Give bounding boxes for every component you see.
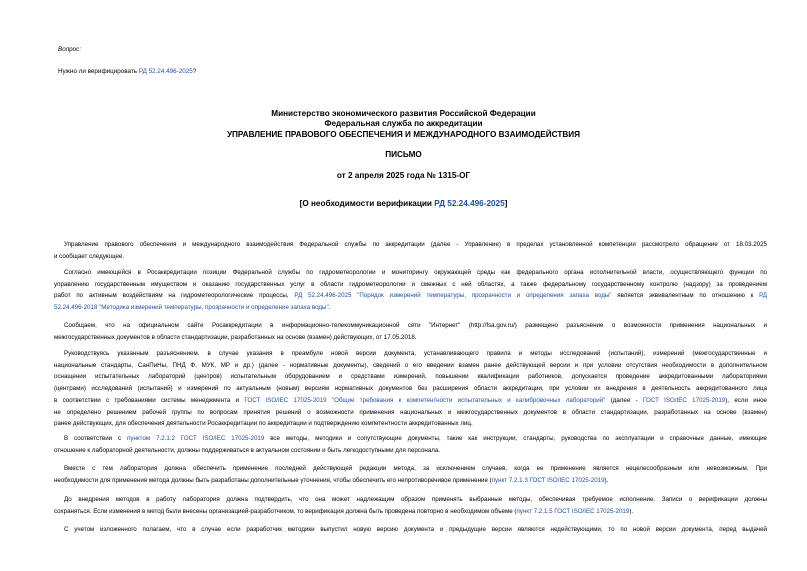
- rd-2018-link-start[interactable]: РД: [759, 292, 767, 300]
- document-date: от 2 апреля 2025 года № 1315-ОГ: [336, 171, 471, 180]
- p7-line-2-text: сохраняться. Если изменения в метод были внесены организацией-разработчиком, то верификация должна быть проведена повторно в необходимом объеме (: [54, 507, 517, 515]
- p4-line-7: ранее действующих, для обеспечения деятельности Росаккредитации по аккредитации и подтверждению компетентности аккредитованных лиц.: [54, 420, 473, 428]
- gost-17025-link[interactable]: ГОСТ ISO/IEC 17025-2019: [643, 396, 726, 404]
- subject-link[interactable]: РД 52.24.496-2025: [434, 199, 505, 208]
- p8-line-1: С учетом изложенного полагаем, что в случае если разработчик методики выпустил новую версию документа и предыдущие версии являются недействующими, то по новой версии документа, перед выдачей: [64, 526, 767, 533]
- p6-line-2-tail: ).: [604, 476, 609, 484]
- p6-line-2-text: необходимости для применения метода должны быть разработаны дополнительные уточнения, чтобы обеспечить его непротиворечивое применение (: [54, 476, 492, 484]
- p1-line-2: и сообщает следующее.: [54, 252, 125, 260]
- document-type: ПИСЬМО: [385, 150, 422, 159]
- p7-line-1: До внедрения методов в работу лаборатория должна подтвердить, что она может надлежащим образом применять выбранные методы, обеспечивая требуемое исполнение. Записи о верификации должны: [64, 496, 767, 503]
- p2-line-3-tail: является эквивалентным по отношению к: [611, 292, 760, 300]
- document-subject: [0, 200, 807, 208]
- p7-line-2-tail: ).: [629, 507, 634, 515]
- department-title: УПРАВЛЕНИЕ ПРАВОВОГО ОБЕСПЕЧЕНИЯ И МЕЖДУНАРОДНОГО ВЗАИМОДЕЙСТВИЯ: [226, 130, 581, 139]
- paragraph-5: [54, 433, 767, 456]
- p2-line-3: [54, 290, 767, 302]
- paragraph-6: [54, 463, 767, 486]
- paragraph-1: [54, 239, 767, 262]
- paragraph-4: [54, 348, 767, 430]
- question-suffix: ?: [192, 68, 197, 75]
- p4-line-6: не определено решением рабочей группы по вопросам принятия решений о возможности применения национальных и межгосударственных документов в области стандартизации, разработанных на основе (взамен): [54, 408, 767, 416]
- p2-line-1: Согласно имеющейся в Росаккредитации позиции Федеральной службы по гидрометеорологии и мониторингу окружающей среды как федерального органа исполнительной власти, осуществляющего функции по: [64, 269, 767, 276]
- clause-7215-link[interactable]: пункт 7.2.1.5 ГОСТ ISO/IEC 17025-2019: [516, 507, 630, 515]
- clause-7213-link[interactable]: пункт 7.2.1.3 ГОСТ ISO/IEC 17025-2019: [491, 476, 605, 484]
- paragraph-7: [54, 494, 767, 517]
- p4-line-2: национальные стандарты, СанПиНы, ПНД Ф, МУК, МР и др.) (далее - нормативные документы), сведений о его введении взамен ранее действующей версии и при условии отсутствия необходимости в дополнительном: [54, 361, 767, 369]
- p2-line-4: [54, 302, 767, 314]
- question-link[interactable]: РД 52.24.496-2025: [138, 68, 193, 75]
- p2-line-2: управлению государственным имуществом и оказанию государственных услуг в области гидрометеорологии и смежных с ней областях, а также федеральному государственному контролю (надзору) за проведением: [54, 280, 767, 288]
- p2-line-4-tail: .: [328, 304, 331, 312]
- clause-7212-link[interactable]: пунктом 7.2.1.2 ГОСТ ISO/IEC 17025-2019: [127, 435, 265, 442]
- p4-line-5-text: в соответствии с требованиями системы менеджмента и: [54, 396, 245, 404]
- question-prefix: Нужно ли верифицировать: [58, 68, 139, 75]
- ministry-title: Министерство экономического развития Российской Федерации: [271, 109, 536, 118]
- p4-line-3: оснащении испытательных лабораторий (центров) испытательным оборудованием и средствами измерений, повышении квалификации работников, допускается проведение аккредитованными лабораториями: [54, 373, 767, 381]
- question-label: Вопрос:: [58, 46, 82, 53]
- p5-line-1-tail: все методы, методики и сопутствующие документы, такие как инструкции, стандарты, руководства по эксплуатации и справочные данные, имеющие: [264, 435, 767, 442]
- p1-line-1: Управление правового обеспечения и международного взаимодействия Федеральной службы по аккредитации (далее - Управление) в пределах установленной компетенции рассмотрело обращение от 18.03.2025: [64, 241, 767, 248]
- paragraph-3: [54, 320, 767, 343]
- p4-line-1: Руководствуясь указанным разъяснением, в случае указания в преамбуле новой версии документа, устанавливающего правила и методы исследований (испытаний), измерений (межгосударственные и: [64, 350, 767, 357]
- p4-line-5: [54, 395, 767, 407]
- p6-line-2: [54, 475, 767, 487]
- p5-line-1: [64, 433, 767, 445]
- paragraph-2: [54, 267, 767, 314]
- p5-line-2: отношение к лабораторной деятельности, должны поддерживаться в актуальном состоянии и быть легкодоступными для персонала.: [54, 446, 441, 454]
- p4-line-4: (центрами) исследований (испытаний) и измерений по актуальным (новым) версиям нормативных документов без расширения области аккредитации, при условии их внедрения в деятельность аккредитованного лица: [54, 385, 767, 393]
- p4-line-5-tail: ), если иное: [725, 396, 767, 404]
- p6-line-1: Вместе с тем лаборатория должна обеспечить применение последней действующей редакции метода, за исключением случаев, когда ее применение является нецелесообразным или невозможным. При: [64, 465, 767, 472]
- paragraph-8: [64, 524, 767, 536]
- rd-2018-link[interactable]: 52.24.496-2018 "Методика измерений температуры, прозрачности и определение запаха воды": [54, 304, 329, 312]
- question-text: [58, 69, 196, 75]
- subject-suffix: ]: [504, 199, 508, 208]
- p2-line-3-text: работ по активным воздействиям на гидрометеорологические процессы,: [54, 292, 295, 300]
- p7-line-2: [54, 506, 767, 518]
- gost-17025-title-link[interactable]: ГОСТ ISO/IEC 17025-2019 "Общие требования к компетентности испытательных и калибровочных лабораторий": [244, 396, 606, 404]
- rd-2025-link[interactable]: РД 52.24.496-2025 "Порядок измерений температуры, прозрачности и определения запаха воды": [294, 292, 612, 300]
- p3-line-1: Сообщаем, что на официальном сайте Росаккредитации в информационно-телекоммуникационной сети "Интернет" (http://fsa.gov.ru/) размещено разъяснение о возможности применения национальных и: [64, 322, 767, 329]
- service-title: Федеральная служба по аккредитации: [324, 119, 483, 128]
- p3-line-2: межгосударственных документов в области стандартизации, разработанных на основе (взамен) действующих, от 17.05.2018.: [54, 333, 417, 341]
- p4-line-5-mid: (далее -: [605, 396, 643, 404]
- p5-line-1-text: В соответствии с: [64, 435, 128, 442]
- subject-prefix: [О необходимости верификации: [299, 199, 435, 208]
